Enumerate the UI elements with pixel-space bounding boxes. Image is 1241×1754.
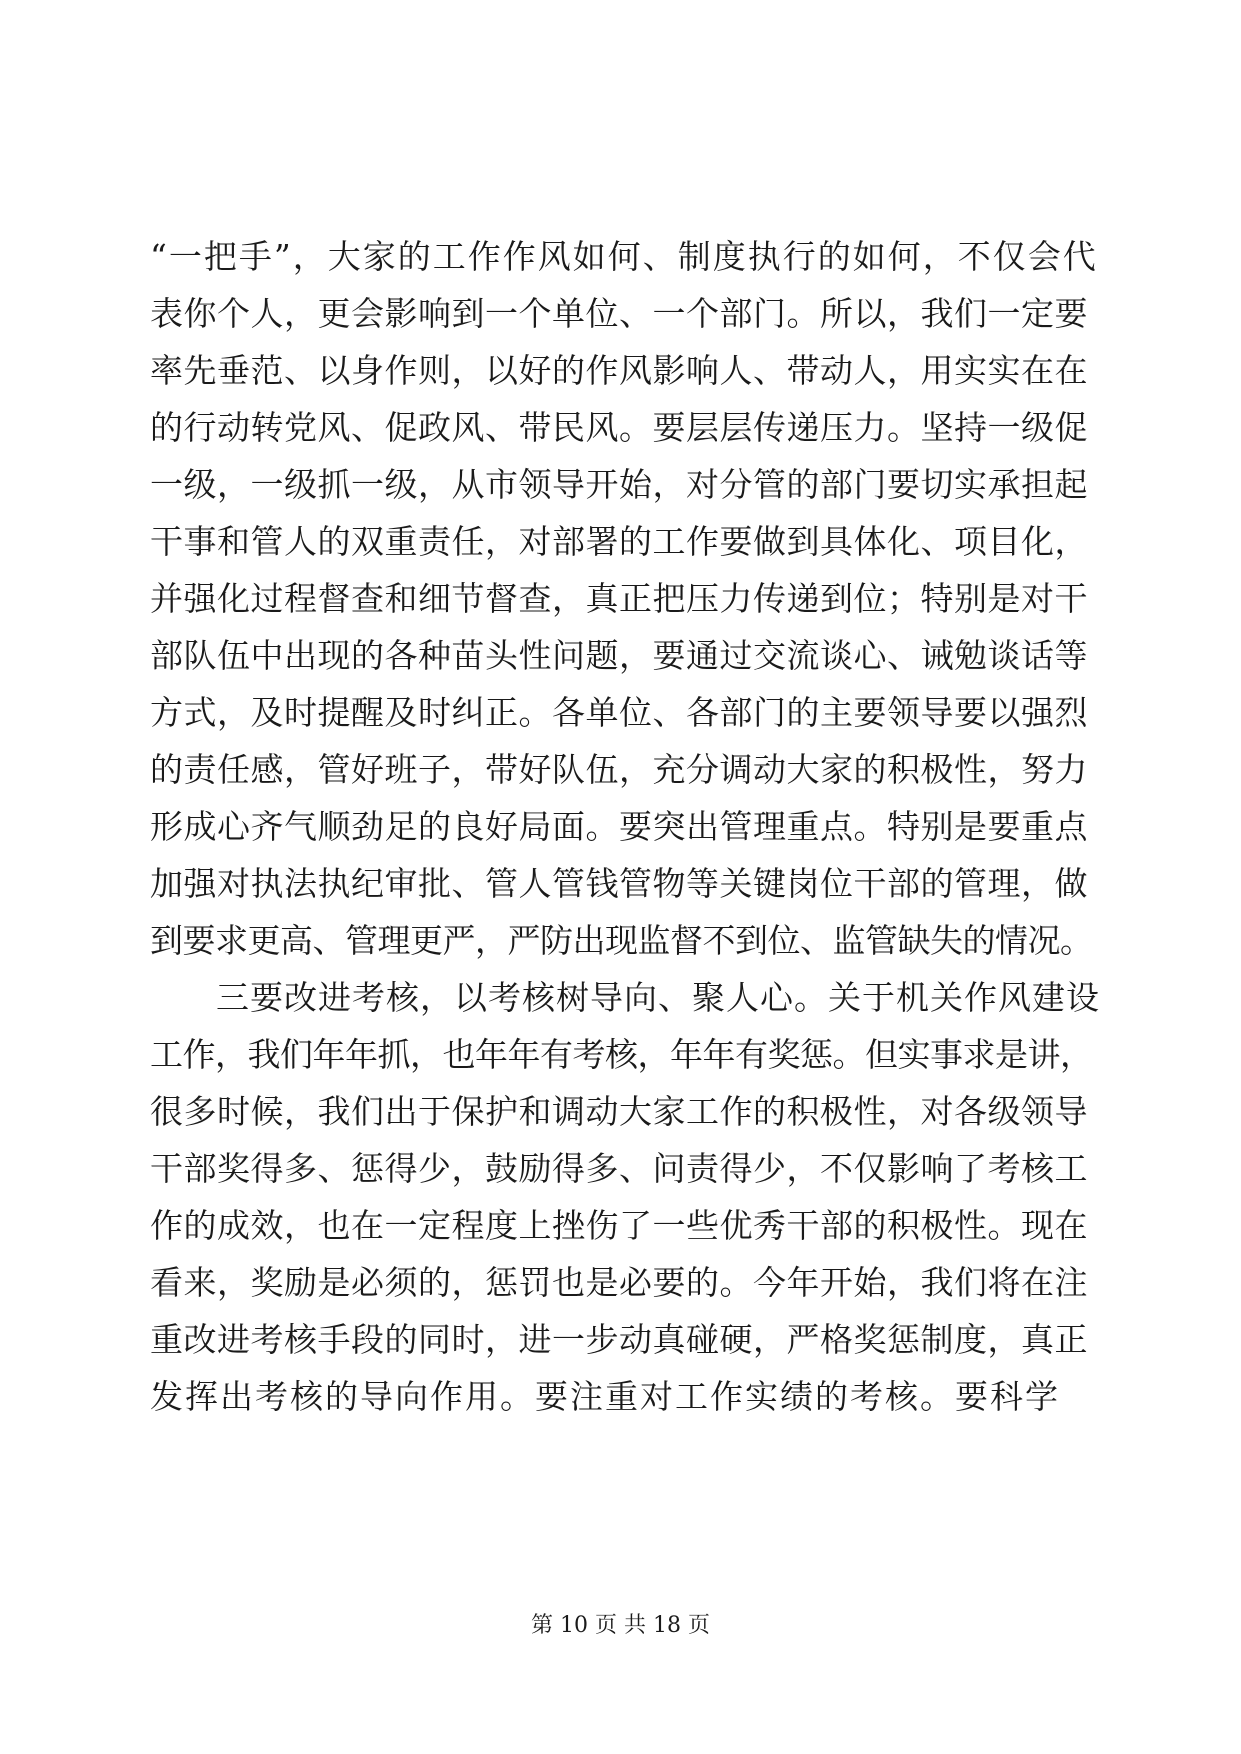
page-footer: 第 10 页 共 18 页: [531, 1613, 710, 1638]
text-line: 形成心齐气顺劲足的良好局面。要突出管理重点。特别是要重点: [150, 807, 1088, 846]
text-line: 重改进考核手段的同时，进一步动真碰硬，严格奖惩制度，真正: [150, 1320, 1088, 1359]
paragraph-start-line: 三要改进考核，以考核树导向、聚人心。关于机关作风建设: [216, 978, 1100, 1017]
text-line: 看来，奖励是必须的，惩罚也是必要的。今年开始，我们将在注: [150, 1263, 1088, 1302]
text-line: 干事和管人的双重责任，对部署的工作要做到具体化、项目化，: [150, 522, 1088, 561]
text-line: 到要求更高、管理更严，严防出现监督不到位、监管缺失的情况。: [150, 921, 1093, 960]
text-line: “一把手”，大家的工作作风如何、制度执行的如何，不仅会代: [150, 237, 1098, 276]
text-line: 一级，一级抓一级，从市领导开始，对分管的部门要切实承担起: [150, 465, 1088, 504]
text-line: 作的成效，也在一定程度上挫伤了一些优秀干部的积极性。现在: [150, 1206, 1088, 1245]
text-line: 很多时候，我们出于保护和调动大家工作的积极性，对各级领导: [150, 1092, 1088, 1131]
text-line: 的行动转党风、促政风、带民风。要层层传递压力。坚持一级促: [150, 408, 1088, 447]
text-line: 加强对执法执纪审批、管人管钱管物等关键岗位干部的管理，做: [150, 864, 1088, 903]
text-line: 方式，及时提醒及时纠正。各单位、各部门的主要领导要以强烈: [150, 693, 1088, 732]
text-line: 干部奖得多、惩得少，鼓励得多、问责得少，不仅影响了考核工: [150, 1149, 1088, 1188]
body-text: [150, 228, 1100, 1425]
text-line: 的责任感，管好班子，带好队伍，充分调动大家的积极性，努力: [150, 750, 1088, 789]
text-line: 表你个人，更会影响到一个单位、一个部门。所以，我们一定要: [150, 294, 1088, 333]
text-line: 部队伍中出现的各种苗头性问题，要通过交流谈心、诫勉谈话等: [150, 636, 1088, 675]
text-line: 并强化过程督查和细节督查，真正把压力传递到位；特别是对干: [150, 579, 1088, 618]
text-line: 工作，我们年年抓，也年年有考核，年年有奖惩。但实事求是讲，: [150, 1035, 1093, 1074]
text-line: 率先垂范、以身作则，以好的作风影响人、带动人，用实实在在: [150, 351, 1088, 390]
text-line: 发挥出考核的导向作用。要注重对工作实绩的考核。要科学: [150, 1377, 1060, 1416]
